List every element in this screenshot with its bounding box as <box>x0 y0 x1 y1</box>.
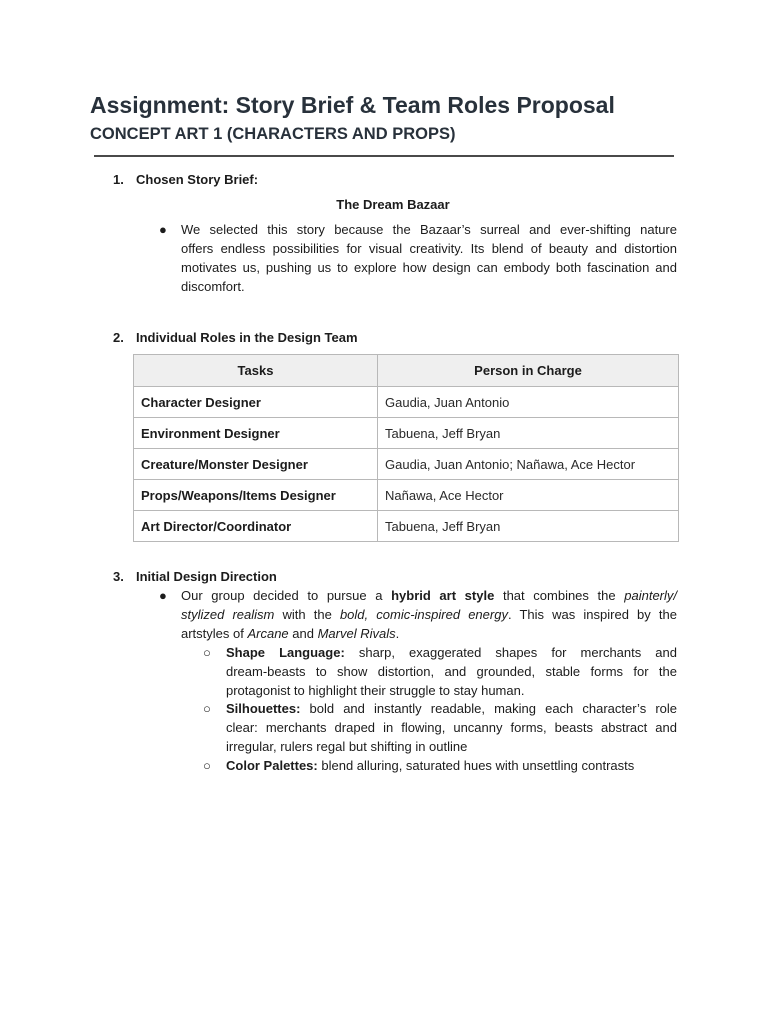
design-direction-line <box>181 586 677 605</box>
sub-item-label: Shape Language: <box>226 645 345 660</box>
story-reason-bullet <box>159 220 677 296</box>
bold-run: hybrid art style <box>391 588 495 603</box>
circle-bullet-icon: ○ <box>203 645 211 660</box>
silhouettes-item <box>203 699 677 756</box>
section-2-title: Individual Roles in the Design Team <box>136 330 358 345</box>
circle-bullet-icon: ○ <box>203 758 211 773</box>
sub-item-line <box>226 643 677 662</box>
story-title: The Dream Bazaar <box>336 197 450 212</box>
person-cell: Tabuena, Jeff Bryan <box>378 511 679 542</box>
story-reason-line: We selected this story because the Bazaar’s surreal and ever-shifting nature <box>181 222 677 237</box>
italic-run: Arcane <box>247 626 289 641</box>
bullet-dot-icon: ● <box>159 222 167 237</box>
horizontal-divider <box>94 155 674 157</box>
person-cell: Gaudia, Juan Antonio <box>378 387 679 418</box>
story-reason-line: discomfort. <box>181 279 245 294</box>
circle-bullet-icon: ○ <box>203 701 211 716</box>
sub-item-label: Silhouettes: <box>226 701 301 716</box>
section-1-title: Chosen Story Brief: <box>136 172 259 187</box>
sub-item-line: clear: merchants draped in flowing, uncanny forms, beasts abstract and <box>226 720 677 735</box>
table-row <box>134 418 679 449</box>
text-run: sharp, exaggerated shapes for merchants and <box>344 645 677 660</box>
italic-run: Marvel Rivals <box>317 626 396 641</box>
text-run: . <box>395 626 400 641</box>
table-row <box>134 387 679 418</box>
text-run: artstyles of <box>181 626 248 641</box>
text-run: and <box>288 626 318 641</box>
sub-item-line: irregular, rulers regal but shifting in outline <box>226 739 468 754</box>
text-run: bold and instantly readable, making each character’s role <box>300 701 677 716</box>
column-header-tasks: Tasks <box>134 355 378 387</box>
sub-item-line <box>226 756 677 775</box>
task-cell: Art Director/Coordinator <box>134 511 378 542</box>
italic-run: bold, comic-inspired energy <box>339 607 508 622</box>
column-header-person: Person in Charge <box>378 355 679 387</box>
section-2-number: 2. <box>113 330 124 345</box>
sub-item-label: Color Palettes: <box>226 758 318 773</box>
sub-item-line <box>226 699 677 718</box>
italic-run: stylized realism <box>181 607 275 622</box>
task-cell: Props/Weapons/Items Designer <box>134 480 378 511</box>
bullet-dot-icon: ● <box>159 588 167 603</box>
task-cell: Creature/Monster Designer <box>134 449 378 480</box>
person-cell: Nañawa, Ace Hector <box>378 480 679 511</box>
italic-run: painterly/ <box>624 588 678 603</box>
sub-item-line: protagonist to highlight their struggle to stay human. <box>226 683 525 698</box>
text-run: blend alluring, saturated hues with unsettling contrasts <box>317 758 635 773</box>
design-direction-bullet <box>159 586 678 643</box>
sub-item-line: dream-beasts to show distortion, and grounded, stable forms for the <box>226 664 677 679</box>
section-1-number: 1. <box>113 172 124 187</box>
roles-table <box>133 354 679 542</box>
document-title: Assignment: Story Brief & Team Roles Proposal <box>90 92 615 118</box>
story-reason-line: motivates us, pushing us to explore how design can embody both fascination and <box>181 260 677 275</box>
task-cell: Character Designer <box>134 387 378 418</box>
section-3-title: Initial Design Direction <box>136 569 277 584</box>
person-cell: Gaudia, Juan Antonio; Nañawa, Ace Hector <box>378 449 679 480</box>
person-cell: Tabuena, Jeff Bryan <box>378 418 679 449</box>
text-run: . This was inspired by the <box>507 607 677 622</box>
section-3-number: 3. <box>113 569 124 584</box>
table-row <box>134 480 679 511</box>
task-cell: Environment Designer <box>134 418 378 449</box>
table-header-row <box>134 355 679 387</box>
section-1-heading <box>113 172 258 187</box>
section-2-heading <box>113 330 358 345</box>
design-direction-line <box>181 605 677 624</box>
text-run: that combines the <box>494 588 625 603</box>
color-palettes-item <box>203 756 677 775</box>
story-reason-line: offers endless possibilities for visual creativity. Its blend of beauty and distortion <box>181 241 677 256</box>
table-row <box>134 511 679 542</box>
text-run: Our group decided to pursue a <box>181 588 392 603</box>
section-3-heading <box>113 569 277 584</box>
design-direction-line <box>181 624 677 643</box>
table-row <box>134 449 679 480</box>
shape-language-item <box>203 643 677 700</box>
document-subtitle: CONCEPT ART 1 (CHARACTERS AND PROPS) <box>90 125 456 143</box>
text-run: with the <box>274 607 340 622</box>
